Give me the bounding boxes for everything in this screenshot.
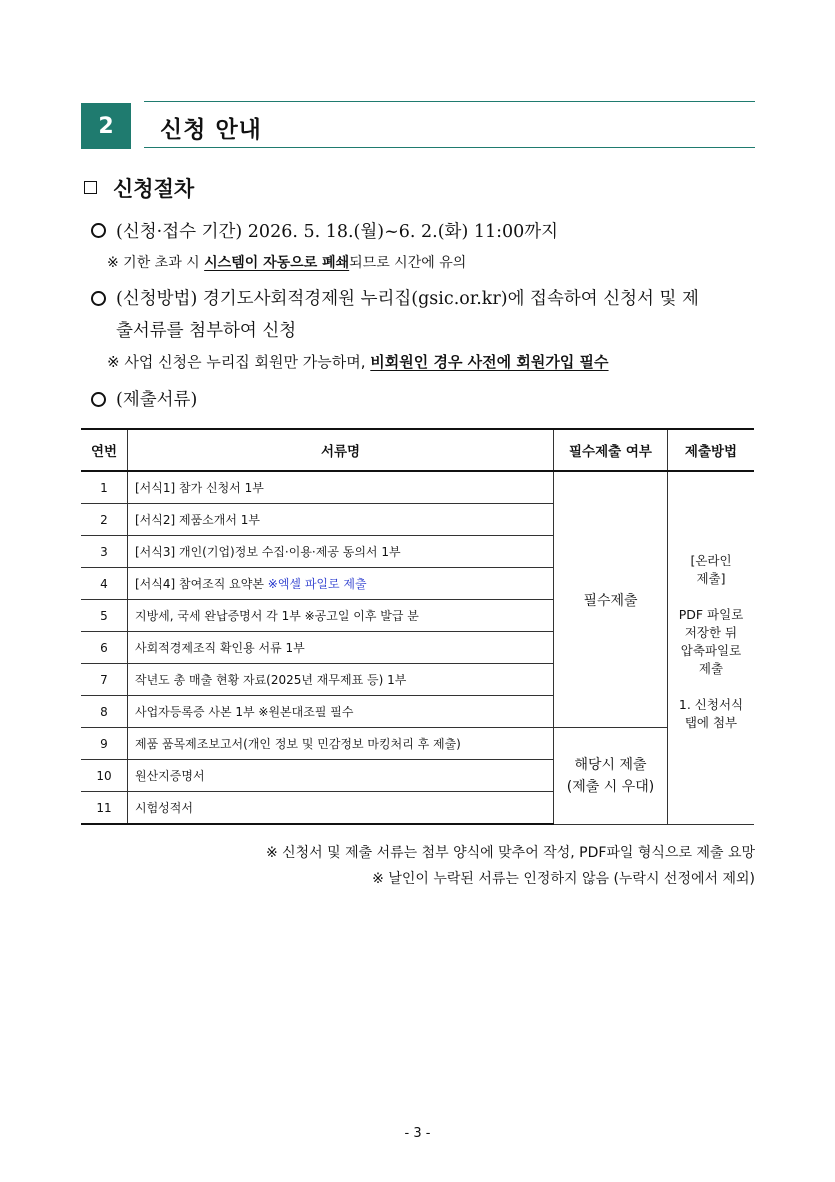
- document-name-note: ※엑셀 파일로 제출: [267, 577, 367, 591]
- col-header-no: 연번: [81, 429, 128, 471]
- row-number: 4: [81, 568, 128, 600]
- submission-method: [668, 471, 755, 824]
- submission-method-line: 1. 신청서식: [678, 697, 744, 712]
- col-header-method: 제출방법: [668, 429, 755, 471]
- period-note: [107, 252, 466, 272]
- procedure-heading: 신청절차: [113, 177, 195, 201]
- table-header-row: [81, 429, 754, 471]
- submission-method-line: 저장한 뒤: [684, 625, 738, 640]
- row-number: 10: [81, 760, 128, 792]
- method-note-prefix: ※ 사업 신청은 누리집 회원만 가능하며,: [107, 353, 371, 371]
- footnote-2: ※ 날인이 누락된 서류는 인정하지 않음 (누락시 선정에서 제외): [372, 871, 755, 887]
- document-name: 사업자등록증 사본 1부 ※원본대조필 필수: [128, 696, 554, 728]
- row-number: 3: [81, 536, 128, 568]
- method-note: [107, 351, 609, 372]
- col-header-name: 서류명: [128, 429, 554, 471]
- period-note-suffix: 되므로 시간에 유의: [349, 255, 467, 271]
- section-title: 신청 안내: [160, 117, 262, 143]
- method-text-1: 경기도사회적경제원 누리집(gsic.or.kr)에 접속하여 신청서 및 제: [202, 289, 699, 309]
- page-number: - 3 -: [404, 1126, 431, 1141]
- submission-method-line: 제출: [698, 661, 724, 676]
- document-name: [서식2] 제품소개서 1부: [128, 504, 554, 536]
- square-bullet-icon: [84, 181, 97, 194]
- table-row: [81, 471, 754, 504]
- period-line: [116, 218, 558, 243]
- row-number: 9: [81, 728, 128, 760]
- document-name: 원산지증명서: [128, 760, 554, 792]
- row-number: 1: [81, 471, 128, 504]
- required-group-1: 필수제출: [554, 471, 668, 728]
- section-number-badge: 2: [81, 103, 131, 149]
- footnote-1: ※ 신청서 및 제출 서류는 첨부 양식에 맞추어 작성, PDF파일 형식으로 제출 요망: [265, 845, 755, 861]
- method-line-2: 출서류를 첨부하여 신청: [116, 321, 297, 341]
- document-name: 지방세, 국세 완납증명서 각 1부 ※공고일 이후 발급 분: [128, 600, 554, 632]
- period-label: (신청·접수 기간): [116, 222, 243, 242]
- document-name: 제품 품목제조보고서(개인 정보 및 민감정보 마킹처리 후 제출): [128, 728, 554, 760]
- required-group-2: [554, 728, 668, 825]
- submission-method-line: 제출]: [696, 571, 726, 586]
- section-rule-top: [144, 101, 755, 102]
- document-name: 사회적경제조직 확인용 서류 1부: [128, 632, 554, 664]
- circle-bullet-icon: [91, 223, 106, 238]
- document-name: 시험성적서: [128, 792, 554, 825]
- method-note-emphasis: 비회원인 경우 사전에 회원가입 필수: [370, 353, 609, 371]
- required-group-2-line1: 해당시 제출: [574, 756, 647, 773]
- row-number: 7: [81, 664, 128, 696]
- row-number: 2: [81, 504, 128, 536]
- submission-method-line: [온라인: [690, 553, 732, 568]
- document-name: [서식1] 참가 신청서 1부: [128, 471, 554, 504]
- method-label: (신청방법): [116, 289, 198, 309]
- table-row: [81, 728, 754, 760]
- submission-method-text: [668, 478, 754, 732]
- required-group-2-line2: (제출 시 우대): [566, 778, 655, 795]
- period-value: 2026. 5. 18.(월)~6. 2.(화) 11:00까지: [247, 222, 559, 242]
- row-number: 5: [81, 600, 128, 632]
- period-note-emphasis: 시스템이 자동으로 폐쇄: [204, 255, 350, 271]
- period-note-prefix: ※ 기한 초과 시: [107, 255, 205, 271]
- docs-heading: (제출서류): [116, 390, 198, 410]
- document-name: [128, 568, 554, 600]
- documents-table: [81, 428, 754, 825]
- circle-bullet-icon: [91, 291, 106, 306]
- col-header-required: 필수제출 여부: [554, 429, 668, 471]
- submission-method-line: 탭에 첨부: [684, 715, 738, 730]
- row-number: 8: [81, 696, 128, 728]
- submission-method-line: [668, 588, 754, 606]
- document-name: 작년도 총 매출 현황 자료(2025년 재무제표 등) 1부: [128, 664, 554, 696]
- row-number: 6: [81, 632, 128, 664]
- method-line-1: [116, 285, 699, 310]
- document-name-text: [서식4] 참여조직 요약본: [135, 577, 268, 591]
- submission-method-line: PDF 파일로: [678, 607, 744, 622]
- section-rule-bottom: [144, 147, 755, 148]
- submission-method-line: 압축파일로: [680, 643, 742, 658]
- submission-method-line: [668, 678, 754, 696]
- document-name: [서식3] 개인(기업)정보 수집·이용·제공 동의서 1부: [128, 536, 554, 568]
- row-number: 11: [81, 792, 128, 825]
- circle-bullet-icon: [91, 392, 106, 407]
